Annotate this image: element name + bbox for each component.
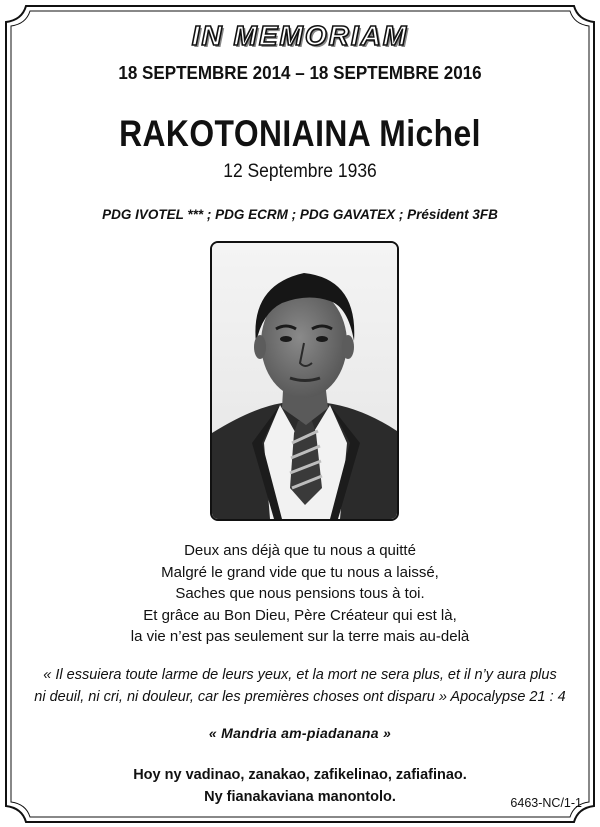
poem-line: Saches que nous pensions tous à toi. xyxy=(175,585,425,603)
professional-roles: PDG IVOTEL *** ; PDG ECRM ; PDG GAVATEX ; Président 3FB xyxy=(102,207,498,222)
memorial-dates: 18 SEPTEMBRE 2014 – 18 SEPTEMBRE 2016 xyxy=(118,62,482,83)
poem-line: Deux ans déjà que tu nous a quitté xyxy=(184,542,416,559)
poem-line: Malgré le grand vide que tu nous a laissé, xyxy=(161,563,439,581)
reference-code: 6463-NC/1-1 xyxy=(510,796,582,810)
portrait-illustration xyxy=(212,243,397,519)
portrait-photo xyxy=(210,241,399,521)
closing-line: Ny fianakaviana manontolo. xyxy=(204,789,396,805)
memoriam-title: IN MEMORIAM xyxy=(191,20,409,51)
birth-date: 12 Septembre 1936 xyxy=(223,161,377,182)
scripture-quote xyxy=(0,664,600,708)
poem xyxy=(0,540,600,648)
scripture-line: « Il essuiera toute larme de leurs yeux, et la mort ne sera plus, et il n’y aura plus xyxy=(43,667,557,683)
poem-line: Et grâce au Bon Dieu, Père Créateur qui est là, xyxy=(143,606,457,624)
scripture-line: ni deuil, ni cri, ni douleur, car les premières choses ont disparu » Apocalypse 21 : 4 xyxy=(34,689,566,705)
poem-line: la vie n’est pas seulement sur la terre mais au-delà xyxy=(130,628,470,646)
closing-line: Hoy ny vadinao, zanakao, zafikelinao, zafiafinao. xyxy=(133,767,467,783)
mandria-phrase: « Mandria am-piadanana » xyxy=(208,725,392,741)
deceased-name: RAKOTONIAINA Michel xyxy=(119,113,481,154)
